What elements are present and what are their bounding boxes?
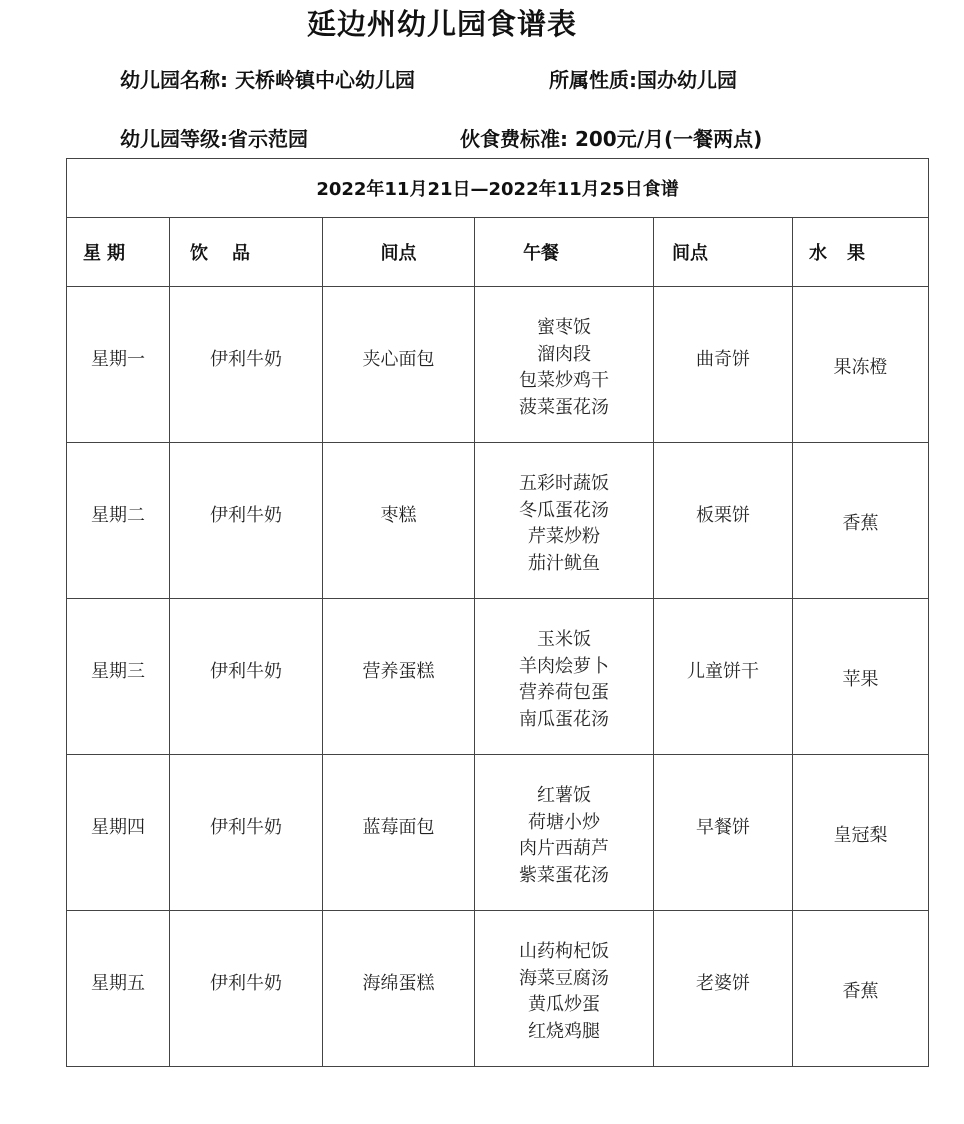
snack-value: 夹心面包: [362, 349, 435, 370]
lunch-dish: 山药枸杞饭: [519, 941, 609, 962]
kindergarten-name: 幼儿园名称: 天桥岭镇中心幼儿园: [120, 68, 415, 92]
lunch-dish: 紫菜蛋花汤: [519, 864, 609, 886]
header-fruit: 水果: [793, 218, 929, 287]
lunch-dish: 荷塘小炒: [528, 811, 600, 833]
day-label: 星期一: [91, 349, 145, 370]
lunch-dish: 菠菜蛋花汤: [519, 396, 609, 418]
cell-day: [67, 599, 170, 755]
drink-value: 伊利牛奶: [210, 817, 282, 838]
cell-fruit: [793, 755, 929, 911]
cell-snack-morning: [323, 599, 475, 755]
snack-value: 曲奇饼: [696, 349, 750, 370]
cell-fruit: [793, 287, 929, 443]
lunch-dish: 羊肉烩萝卜: [519, 655, 609, 677]
table-row: [67, 443, 929, 599]
cell-drink: [170, 287, 323, 443]
page-title: 延边州幼儿园食谱表: [306, 7, 577, 41]
cell-lunch: [475, 599, 654, 755]
day-label: 星期二: [91, 505, 145, 526]
snack-value: 海绵蛋糕: [362, 973, 435, 994]
cell-fruit: [793, 599, 929, 755]
table-row: [67, 755, 929, 911]
header-row: [67, 218, 929, 287]
cell-day: [67, 287, 170, 443]
cell-snack-morning: [323, 287, 475, 443]
fruit-value: 果冻橙: [833, 357, 888, 378]
cell-lunch: [475, 755, 654, 911]
cell-day: [67, 443, 170, 599]
lunch-list: [475, 911, 653, 1045]
lunch-dish: 玉米饭: [537, 629, 591, 650]
fruit-value: 香蕉: [842, 513, 879, 534]
snack-value: 枣糕: [380, 505, 417, 526]
kindergarten-nature: 所属性质:国办幼儿园: [549, 68, 737, 92]
cell-snack-afternoon: [654, 287, 793, 443]
day-label: 星期四: [91, 817, 145, 838]
meal-fee-standard: 伙食费标准: 200元/月(一餐两点): [460, 127, 763, 151]
period-row: [67, 159, 929, 218]
cell-fruit: [793, 443, 929, 599]
cell-day: [67, 755, 170, 911]
lunch-dish: 营养荷包蛋: [519, 682, 609, 703]
lunch-dish: 肉片西葫芦: [519, 838, 609, 859]
cell-snack-morning: [323, 755, 475, 911]
header-snack-morning: 间点: [323, 218, 475, 287]
lunch-dish: 溜肉段: [537, 343, 591, 365]
cell-lunch: [475, 911, 654, 1067]
day-label: 星期五: [91, 973, 145, 994]
menu-period: 2022年11月21日—2022年11月25日食谱: [67, 159, 929, 218]
snack-value: 板栗饼: [696, 505, 750, 526]
cell-drink: [170, 599, 323, 755]
header-drink: 饮品: [170, 218, 323, 287]
header-day: 星期: [67, 218, 170, 287]
cell-drink: [170, 911, 323, 1067]
lunch-dish: 蜜枣饭: [537, 317, 591, 338]
lunch-dish: 南瓜蛋花汤: [519, 708, 609, 730]
lunch-dish: 芹菜炒粉: [528, 526, 600, 547]
drink-value: 伊利牛奶: [210, 661, 282, 682]
lunch-list: [475, 599, 653, 733]
lunch-list: [475, 287, 653, 421]
snack-value: 儿童饼干: [687, 661, 759, 682]
lunch-dish: 冬瓜蛋花汤: [519, 499, 609, 521]
table-row: [67, 911, 929, 1067]
header-lunch: 午餐: [475, 218, 654, 287]
fruit-value: 苹果: [842, 669, 879, 690]
cell-day: [67, 911, 170, 1067]
lunch-dish: 五彩时蔬饭: [519, 473, 609, 494]
drink-value: 伊利牛奶: [210, 505, 282, 526]
snack-value: 营养蛋糕: [362, 661, 435, 682]
cell-drink: [170, 443, 323, 599]
snack-value: 老婆饼: [696, 973, 750, 994]
cell-lunch: [475, 443, 654, 599]
cell-snack-afternoon: [654, 911, 793, 1067]
drink-value: 伊利牛奶: [210, 973, 282, 994]
kindergarten-grade: 幼儿园等级:省示范园: [120, 127, 308, 151]
cell-drink: [170, 755, 323, 911]
day-label: 星期三: [91, 661, 145, 682]
fruit-value: 香蕉: [842, 981, 879, 1002]
lunch-dish: 海菜豆腐汤: [519, 967, 609, 989]
lunch-dish: 茄汁鱿鱼: [528, 552, 600, 574]
table-row: [67, 287, 929, 443]
fruit-value: 皇冠梨: [833, 825, 888, 846]
lunch-dish: 包菜炒鸡干: [519, 370, 609, 391]
snack-value: 早餐饼: [696, 817, 750, 838]
table-row: [67, 599, 929, 755]
cell-snack-afternoon: [654, 755, 793, 911]
lunch-dish: 红烧鸡腿: [528, 1020, 600, 1042]
lunch-dish: 红薯饭: [537, 785, 591, 806]
drink-value: 伊利牛奶: [210, 349, 282, 370]
lunch-list: [475, 755, 653, 889]
cell-fruit: [793, 911, 929, 1067]
lunch-list: [475, 443, 653, 577]
cell-snack-morning: [323, 911, 475, 1067]
cell-snack-afternoon: [654, 599, 793, 755]
cell-snack-afternoon: [654, 443, 793, 599]
lunch-dish: 黄瓜炒蛋: [528, 994, 600, 1015]
menu-table: [66, 158, 929, 1067]
cell-lunch: [475, 287, 654, 443]
header-snack-afternoon: 间点: [654, 218, 793, 287]
cell-snack-morning: [323, 443, 475, 599]
snack-value: 蓝莓面包: [362, 817, 435, 838]
